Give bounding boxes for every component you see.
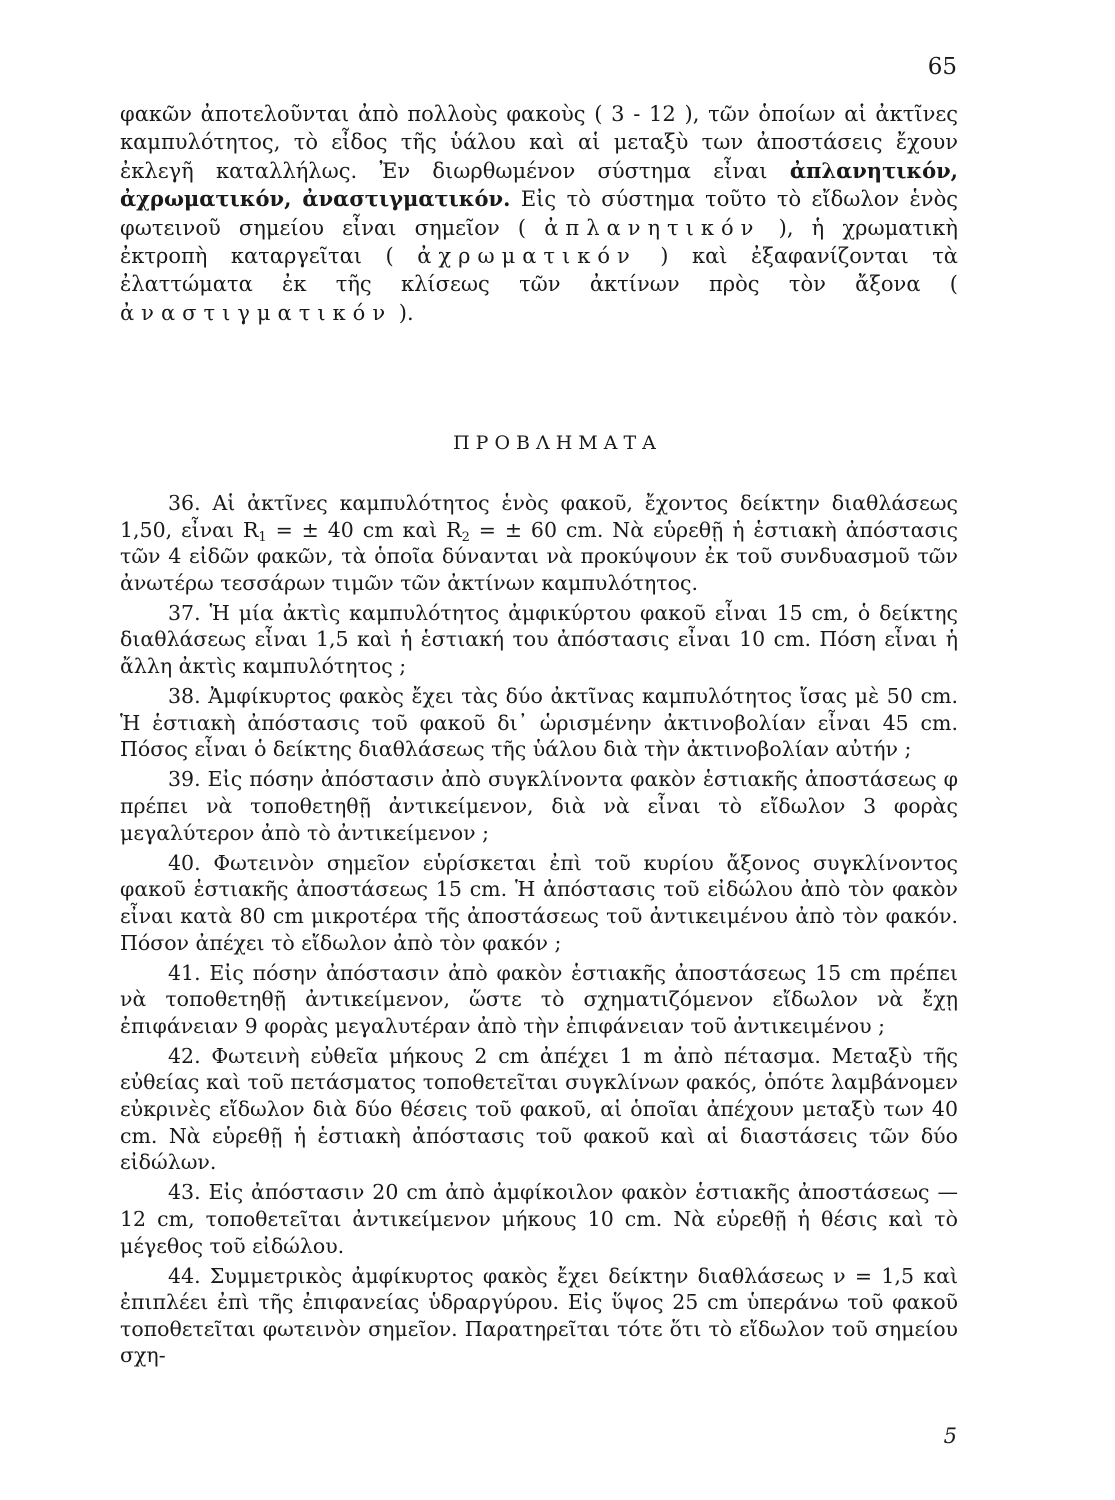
intro-text-1: φακῶν ἀποτελοῦνται ἀπὸ πολλοὺς φακοὺς ( 3 - 12 ), τῶν ὁποίων αἱ ἀκτῖνες καμπυλότητος, τὸ εἶδος τῆς ὑάλου καὶ αἱ μεταξὺ των ἀποστάσεις ἔχουν ἐκλεγῆ καταλλήλως. Ἐν διωρθωμένον σύστημα εἶναι (120, 102, 958, 183)
term-anastigmatic: ἀναστιγματικόν (120, 300, 393, 325)
intro-text-3: ), ἡ χρωματικὴ ἐκτροπὴ καταργεῖται ( (120, 215, 958, 269)
term-achromatic: ἀχρωματικόν (417, 244, 637, 269)
subscript-2: 2 (461, 529, 470, 545)
intro-paragraph (120, 100, 958, 327)
problem-44: 44. Συμμετρικὸς ἀμφίκυρτος φακὸς ἔχει δείκτην διαθλάσεως ν = 1,5 καὶ ἐπιπλέει ἐπὶ τῆς ἐπιφανείας ὑδραργύρου. Εἰς ὕψος 25 cm ὑπεράνω τοῦ φακοῦ τοποθετεῖται φωτεινὸν σημεῖον. Παρατηρεῖται τότε ὅτι τὸ εἴδωλον τοῦ σημείου σχη- (120, 1263, 958, 1368)
term-aplanatic: ἀπλανητικόν (544, 215, 761, 240)
problem-41: 41. Εἰς πόσην ἀπόστασιν ἀπὸ φακὸν ἑστιακῆς ἀποστάσεως 15 cm πρέπει νὰ τοποθετηθῇ ἀντικείμενον, ὥστε τὸ σχηματιζόμενον εἴδωλον νὰ ἔχῃ ἐπιφάνειαν 9 φορὰς μεγαλυτέραν ἀπὸ τὴν ἐπιφάνειαν τοῦ ἀντικειμένου ; (120, 960, 958, 1038)
problem-39: 39. Εἰς πόσην ἀπόστασιν ἀπὸ συγκλίνοντα φακὸν ἑστιακῆς ἀποστάσεως φ πρέπει νὰ τοποθετηθῇ ἀντικείμενον, διὰ νὰ εἶναι τὸ εἴδωλον 3 φορὰς μεγαλύτερον ἀπὸ τὸ ἀντικείμενον ; (120, 767, 958, 845)
subscript-1: 1 (258, 529, 267, 545)
page-number: 65 (927, 54, 957, 80)
problem-36-text-c: = ± 60 cm. Νὰ εὑρεθῇ ἡ ἑστιακὴ ἀπόστασις τῶν 4 εἰδῶν φακῶν, τὰ ὁποῖα δύνανται νὰ προκύψουν ἐκ τοῦ συνδυασμοῦ τῶν ἀνωτέρω τεσσάρων τιμῶν τῶν ἀκτίνων καμπυλότητος. (120, 517, 958, 595)
intro-text-4: ) καὶ ἐξαφανίζονται τὰ ἐλαττώματα ἐκ τῆς κλίσεως τῶν ἀκτίνων πρὸς τὸν ἄξονα ( (120, 244, 958, 297)
problem-40: 40. Φωτεινὸν σημεῖον εὑρίσκεται ἐπὶ τοῦ κυρίου ἄξονος συγκλίνοντος φακοῦ ἑστιακῆς ἀποστάσεως 15 cm. Ἡ ἀπόστασις τοῦ εἰδώλου ἀπὸ τὸν φακὸν εἶναι κατὰ 80 cm μικροτέρα τῆς ἀποστάσεως τοῦ ἀντικειμένου ἀπὸ τὸν φακόν. Πόσον ἀπέχει τὸ εἴδωλον ἀπὸ τὸν φακόν ; (120, 850, 958, 955)
problem-36 (120, 490, 958, 596)
problem-36-text-b: = ± 40 cm καὶ R (266, 517, 462, 542)
problem-38: 38. Ἀμφίκυρτος φακὸς ἔχει τὰς δύο ἀκτῖνας καμπυλότητος ἴσας μὲ 50 cm. Ἡ ἑστιακὴ ἀπόστασις τοῦ φακοῦ δι᾽ ὡρισμένην ἀκτινοβολίαν εἶναι 45 cm. Πόσος εἶναι ὁ δείκτης διαθλάσεως τῆς ὑάλου διὰ τὴν ἀκτινοβολίαν αὐτήν ; (120, 684, 958, 762)
problem-42: 42. Φωτεινὴ εὐθεῖα μήκους 2 cm ἀπέχει 1 m ἀπὸ πέτασμα. Μεταξὺ τῆς εὐθείας καὶ τοῦ πετάσματος τοποθετεῖται συγκλίνων φακός, ὁπότε λαμβάνομεν εὐκρινὲς εἴδωλον διὰ δύο θέσεις τοῦ φακοῦ, αἱ ὁποῖαι ἀπέχουν μεταξὺ των 40 cm. Νὰ εὑρεθῇ ἡ ἑστιακὴ ἀπόστασις τοῦ φακοῦ καὶ αἱ διαστάσεις τῶν δύο εἰδώλων. (120, 1043, 958, 1175)
intro-bold-terms: ἀπλανητικόν, ἀχρωματικόν, ἀναστιγματικόν. (120, 157, 958, 212)
signature-mark: 5 (943, 1424, 957, 1448)
intro-text-5: ). (392, 300, 414, 325)
problem-37: 37. Ἡ μία ἀκτὶς καμπυλότητος ἀμφικύρτου φακοῦ εἶναι 15 cm, ὁ δείκτης διαθλάσεως εἶναι 1,5 καὶ ἡ ἑστιακή του ἀπόστασις εἶναι 10 cm. Πόση εἶναι ἡ ἄλλη ἀκτὶς καμπυλότητος ; (120, 600, 958, 679)
problem-36-text-a: 36. Αἱ ἀκτῖνες καμπυλότητος ἑνὸς φακοῦ, ἔχοντος δείκτην διαθλάσεως 1,50, εἶναι R (120, 491, 958, 542)
section-heading: ΠΡΟΒΛΗΜΑΤΑ (453, 432, 662, 454)
problem-43: 43. Εἰς ἀπόστασιν 20 cm ἀπὸ ἀμφίκοιλον φακὸν ἑστιακῆς ἀποστάσεως —12 cm, τοποθετεῖται ἀντικείμενον μήκους 10 cm. Νὰ εὑρεθῇ ἡ θέσις καὶ τὸ μέγεθος τοῦ εἰδώλου. (120, 1180, 958, 1258)
intro-text-2: Εἰς τὸ σύστημα τοῦτο τὸ εἴδωλον ἑνὸς φωτεινοῦ σημείου εἶναι σημεῖον ( (120, 187, 958, 240)
problems-list (120, 490, 958, 1373)
